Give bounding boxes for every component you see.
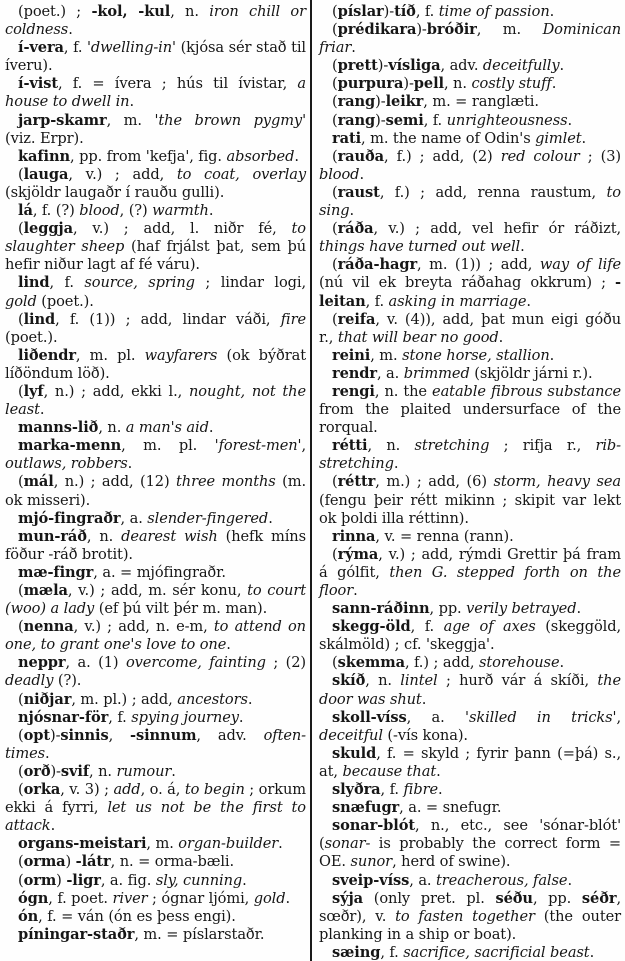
dictionary-entry: rengi, n. the eatable fibrous substance from the plaited undersurface of the rorqual.: [319, 382, 621, 437]
dictionary-entry: mæ-fingr, a. = mjófingraðr.: [18, 563, 226, 581]
dictionary-entry: ógn, f. poet. river ; ógnar ljómi, gold.: [18, 889, 291, 907]
dictionary-entry: í-vera, f. 'dwelling-in' (kjósa sér stað til íveru).: [5, 39, 306, 75]
dictionary-entry: í-vist, f. = ívera ; hús til ívistar, a house to dwell in.: [5, 75, 306, 111]
dictionary-entry: sveip-víss, a. treacherous, false.: [332, 871, 572, 889]
dictionary-entry: lá, f. (?) blood, (?) warmth.: [18, 202, 214, 220]
dictionary-entry: reini, m. stone horse, stallion.: [332, 346, 555, 364]
dictionary-entry: (niðjar, m. pl.) ; add, ancestors.: [18, 690, 253, 708]
dictionary-entry: marka-menn, m. pl. 'forest-men', outlaws, robbers.: [5, 437, 306, 473]
dictionary-entry: (rang)-leikr, m. = ranglæti.: [332, 93, 539, 111]
dictionary-entry: (ráða, v.) ; add, vel hefir ór ráðizt, things have turned out well.: [319, 220, 621, 256]
dictionary-entry: (réttr, m.) ; add, (6) storm, heavy sea (fengu þeir rétt mikinn ; skipit var lekt ok þoldi illa réttinn).: [319, 473, 621, 527]
dictionary-entry: (lauga, v.) ; add, to coat, overlay (skjöldr laugaðr í rauðu gulli).: [5, 165, 307, 201]
dictionary-entry: (píslar)-tíð, f. time of passion.: [332, 3, 555, 20]
dictionary-entry: (orm) -ligr, a. fig. sly, cunning.: [18, 871, 247, 889]
dictionary-entry: rendr, a. brimmed (skjöldr járni r.).: [332, 364, 593, 382]
dictionary-entry: snæfugr, a. = snefugr.: [332, 799, 502, 817]
dictionary-entry: liðendr, m. pl. wayfarers (ok býðrat líðöndum löð).: [5, 346, 306, 382]
dictionary-entry: skoll-víss, a. 'skilled in tricks', deceitful (-vís kona).: [319, 708, 621, 744]
dictionary-entry: rétti, n. stretching ; rifja r., rib-stretching.: [319, 437, 621, 473]
dictionary-entry: sonar-blót, n., etc., see 'sónar-blót' (sonar- is probably the correct form = OE. sunor, herd of swine).: [319, 817, 621, 871]
dictionary-entry: (mæla, v.) ; add, m. sér konu, to court (woo) a lady (ef þú vilt þér m. man).: [5, 582, 306, 618]
dictionary-entry: (lyf, n.) ; add, ekki l., nought, not the least.: [5, 382, 306, 419]
dictionary-entry: (prédikara)-bróðir, m. Dominican friar.: [319, 21, 621, 57]
dictionary-entry: (opt)-sinnis, -sinnum, adv. often-times.: [5, 726, 306, 762]
dictionary-entry: jarp-skamr, m. 'the brown pygmy' (viz. Erpr).: [5, 111, 306, 147]
dictionary-entry: (rýma, v.) ; add, rýmdi Grettir þá fram á gólfit, then G. stepped forth on the floor.: [319, 545, 621, 599]
dictionary-entry: sann-ráðinn, pp. verily betrayed.: [332, 600, 582, 618]
dictionary-entry: píningar-staðr, m. = píslarstaðr.: [18, 925, 265, 943]
dictionary-entry: (orð)-svif, n. rumour.: [18, 762, 176, 780]
dictionary-entry: (skemma, f.) ; add, storehouse.: [332, 654, 565, 672]
dictionary-entry: (reifa, v. (4)), add, þat mun eigi góðu r., that will bear no good.: [319, 310, 621, 346]
dictionary-entry: manns-lið, n. a man's aid.: [18, 419, 214, 437]
dictionary-entry: mjó-fingraðr, a. slender-fingered.: [18, 509, 273, 527]
dictionary-entry: (nenna, v.) ; add, n. e-m, to attend on one, to grant one's love to one.: [5, 618, 306, 654]
dictionary-entry: skuld, f. = skyld ; fyrir þann (=þá) s., at, because that.: [319, 744, 621, 780]
dictionary-entry: kafinn, pp. from 'kefja', fig. absorbed.: [18, 147, 299, 165]
dictionary-entry: (mál, n.) ; add, (12) three months (m. ok misseri).: [5, 473, 306, 509]
dictionary-entry: sýja (only pret. pl. séðu, pp. séðr, sœðr), v. to fasten together (the outer planking in a ship or boat).: [319, 889, 621, 943]
dictionary-entry: skegg-öld, f. age of axes (skeggöld, skálmöld) ; cf. 'skeggja'.: [319, 618, 621, 654]
dictionary-entry: mun-ráð, n. dearest wish (hefk míns föður -ráð brotit).: [5, 527, 306, 563]
dictionary-entry: (rauða, f.) ; add, (2) red colour ; (3) blood.: [319, 147, 621, 183]
dictionary-entry: (purpura)-pell, n. costly stuff.: [332, 75, 557, 93]
column-divider-rule: [310, 0, 312, 961]
dictionary-column-right: [319, 3, 621, 961]
dictionary-entry: (leggja, v.) ; add, l. niðr fé, to slaughter sheep (haf frjálst þat, sem þú hefir niður lagt af fé váru).: [5, 220, 307, 274]
dictionary-column-left: [5, 3, 306, 944]
dictionary-entry: njósnar-för, f. spying journey.: [18, 708, 244, 726]
dictionary-entry: skíð, n. lintel ; hurð vár á skíði, the door was shut.: [319, 672, 621, 708]
dictionary-entry: lind, f. source, spring ; lindar logi, gold (poet.).: [5, 274, 307, 310]
dictionary-entry: (prett)-vísliga, adv. deceitfully.: [332, 57, 565, 75]
dictionary-entry: sæing, f. sacrifice, sacrificial beast.: [332, 943, 595, 961]
dictionary-entry: (lind, f. (1)) ; add, lindar váði, fire (poet.).: [5, 310, 306, 346]
dictionary-entry: ón, f. = ván (ón es þess engi).: [18, 907, 236, 925]
dictionary-entry: rinna, v. = renna (rann).: [332, 527, 514, 545]
dictionary-entry: organs-meistari, m. organ-builder.: [18, 835, 283, 853]
dictionary-entry: rati, m. the name of Odin's gimlet.: [332, 129, 587, 147]
dictionary-entry: (raust, f.) ; add, renna raustum, to sing.: [319, 183, 621, 220]
dictionary-entry: (ráða-hagr, m. (1)) ; add, way of life (nú vil ek breyta ráðahag okkrum) ; -leitan, f. asking in marriage.: [319, 256, 621, 310]
dictionary-entry: (orka, v. 3) ; add, o. á, to begin ; orkum ekki á fyrri, let us not be the first to attack.: [5, 781, 307, 835]
dictionary-entry: slyðra, f. fibre.: [332, 781, 443, 799]
dictionary-entry: (rang)-semi, f. unrighteousness.: [332, 111, 573, 129]
dictionary-entry: (poet.) ; -kol, -kul, n. iron chill or coldness.: [5, 3, 306, 39]
dictionary-entry: neppr, a. (1) overcome, fainting ; (2) deadly (?).: [5, 654, 307, 690]
dictionary-entry: (orma) -látr, n. = orma-bæli.: [18, 853, 235, 871]
